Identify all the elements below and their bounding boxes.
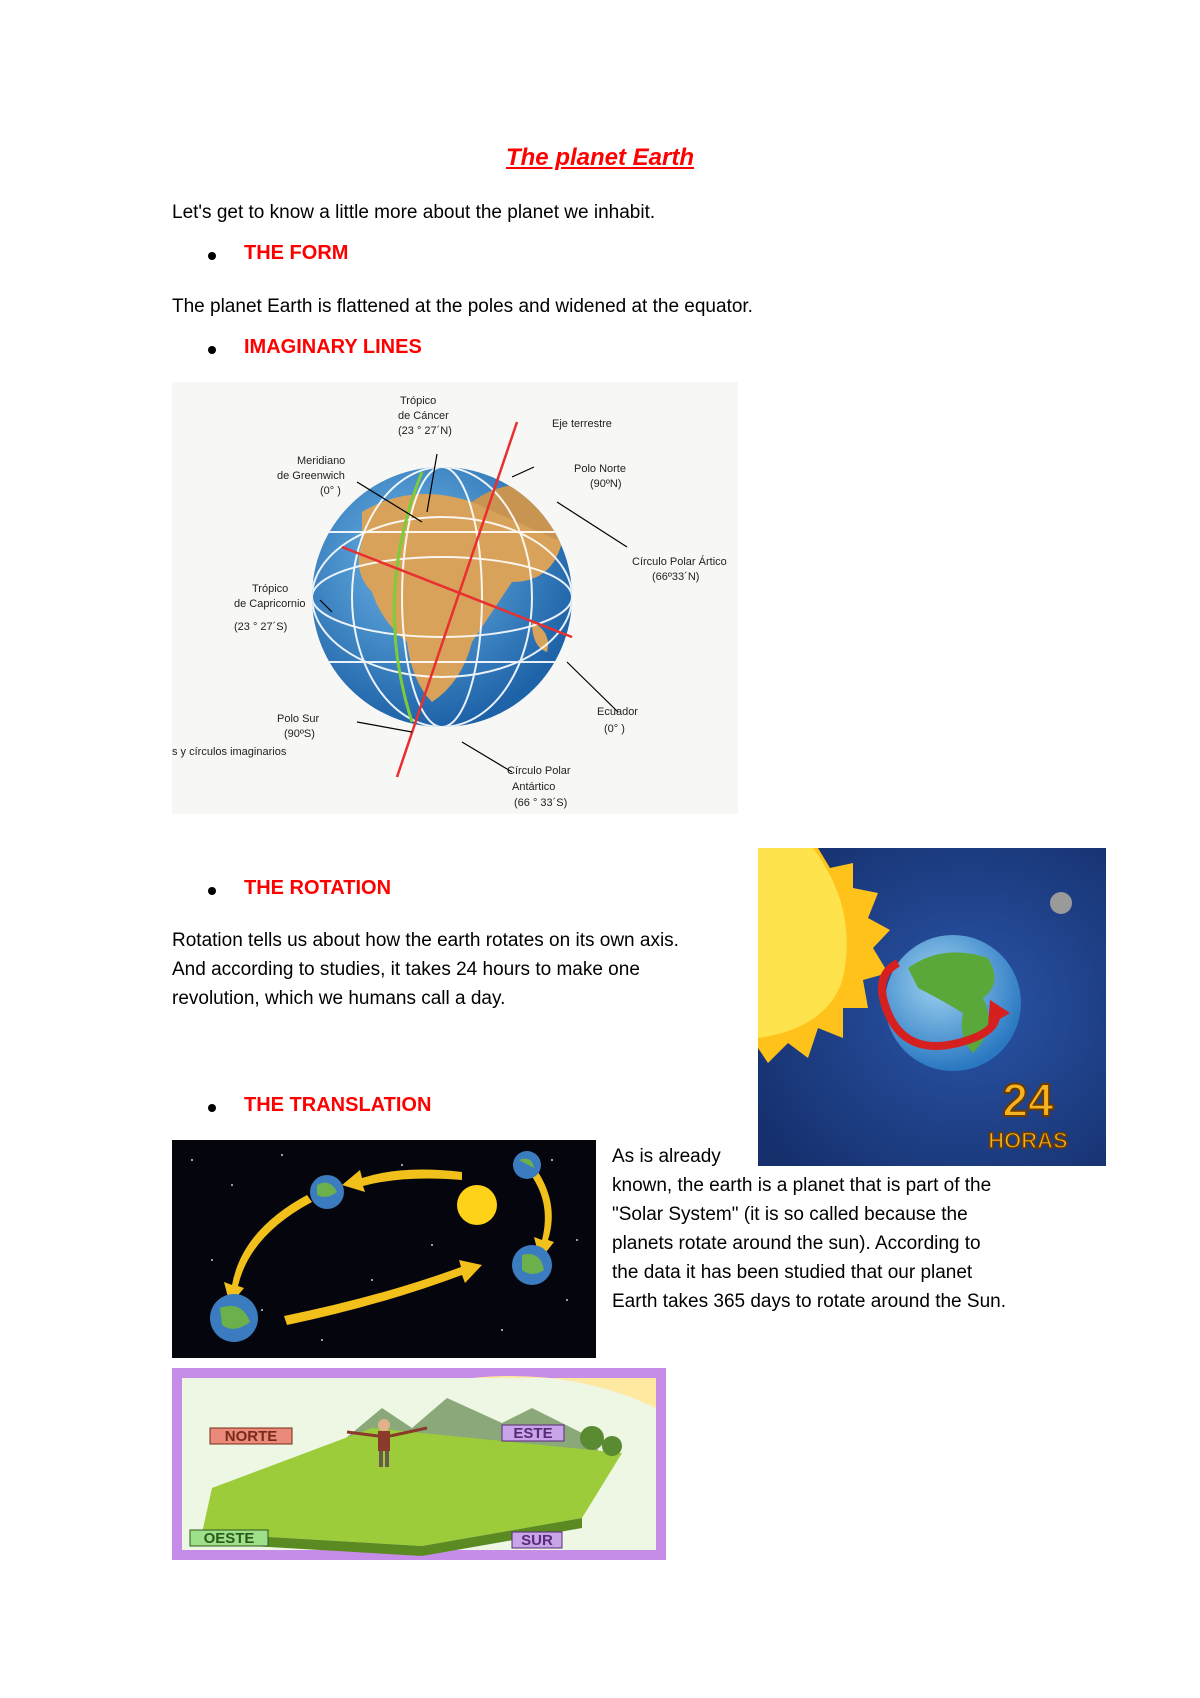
page-title: The planet Earth	[505, 144, 695, 171]
label-tropic-cancer-1: Trópico	[400, 395, 437, 407]
figure-label: de Capricornio	[234, 598, 306, 610]
figure-caption: s y círculos imaginarios	[172, 746, 287, 758]
hours-label: HORAS	[988, 1128, 1068, 1153]
translation-text-line: Earth takes 365 days to rotate around the Sun.	[612, 1291, 1006, 1312]
heading-imaginary-lines: IMAGINARY LINES	[244, 336, 422, 358]
label-antarctic: Círculo Polar	[507, 765, 571, 777]
figure-label: (23 ° 27´N)	[398, 425, 452, 437]
translation-figure	[172, 1140, 596, 1358]
rotation-text-line: And according to studies, it takes 24 hours to make one	[172, 959, 640, 980]
heading-translation: THE TRANSLATION	[244, 1094, 432, 1116]
label-axis: Eje terrestre	[552, 418, 612, 430]
label-greenwich: Meridiano	[297, 455, 346, 467]
label-tropic-capricorn: Trópico	[252, 583, 289, 595]
figure-label: de Cáncer	[398, 410, 449, 422]
figure-label: (90ºN)	[590, 478, 622, 490]
figure-label: (90ºS)	[284, 728, 315, 740]
label-south: SUR	[521, 1532, 553, 1549]
figure-label: (66 ° 33´S)	[514, 797, 568, 809]
bullet-icon	[208, 346, 216, 354]
sun	[457, 1185, 497, 1225]
label-equator: Ecuador	[597, 706, 638, 718]
label-south-pole: Polo Sur	[277, 713, 320, 725]
rotation-text-line: Rotation tells us about how the earth rotates on its own axis.	[172, 930, 679, 951]
cardinal-points-figure	[172, 1368, 666, 1560]
translation-text-line: known, the earth is a planet that is part of the	[612, 1175, 992, 1196]
rotation-text-line: revolution, which we humans call a day.	[172, 988, 506, 1009]
figure-label: (23 ° 27´S)	[234, 621, 288, 633]
label-north: NORTE	[224, 1428, 278, 1445]
bullet-icon	[208, 1104, 216, 1112]
translation-text-line: planets rotate around the sun). According to	[612, 1233, 981, 1254]
translation-text-line: "Solar System" (it is so called because the	[612, 1204, 968, 1225]
heading-form: THE FORM	[244, 242, 349, 264]
figure-label: (0° )	[320, 485, 341, 497]
rotation-figure	[758, 848, 1106, 1166]
imaginary-lines-figure	[172, 382, 738, 814]
figure-label: (0° )	[604, 723, 625, 735]
translation-text-line: As is already	[612, 1146, 721, 1167]
label-north-pole: Polo Norte	[574, 463, 626, 475]
intro-text: Let's get to know a little more about the planet we inhabit.	[172, 202, 656, 223]
bullet-icon	[208, 887, 216, 895]
bullet-icon	[208, 252, 216, 260]
form-text: The planet Earth is flattened at the poles and widened at the equator.	[172, 296, 753, 317]
figure-label: Antártico	[512, 781, 556, 793]
label-arctic: Círculo Polar Ártico	[632, 556, 727, 568]
hours-number: 24	[1002, 1074, 1054, 1126]
figure-label: (66º33´N)	[652, 571, 700, 583]
moon	[1050, 892, 1072, 914]
figure-label: de Greenwich	[277, 470, 345, 482]
label-east: ESTE	[513, 1425, 553, 1442]
translation-text-line: the data it has been studied that our planet	[612, 1262, 973, 1283]
heading-rotation: THE ROTATION	[244, 877, 392, 899]
label-west: OESTE	[203, 1530, 255, 1547]
